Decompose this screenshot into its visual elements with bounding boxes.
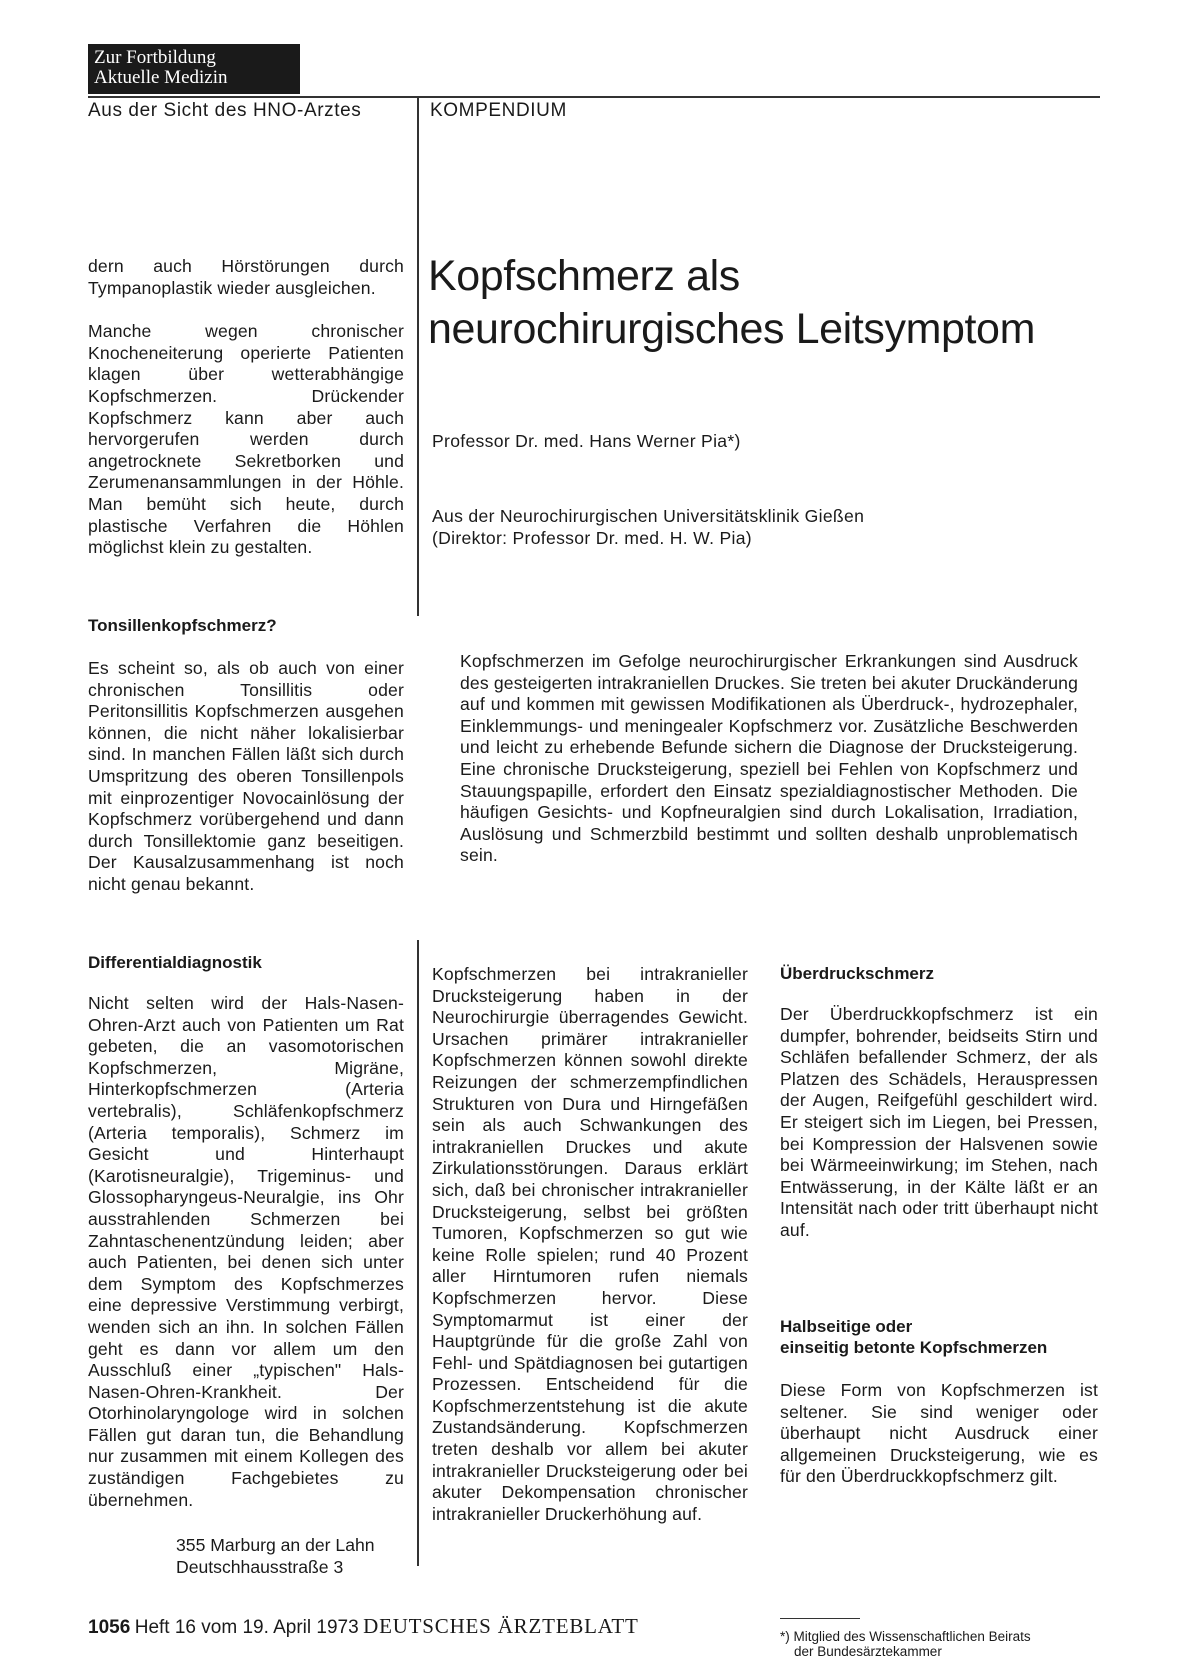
section-label-left: Aus der Sicht des HNO-Arztes: [88, 100, 362, 121]
paragraph-differentialdiagnostik: Nicht selten wird der Hals-Nasen-Ohren-Arzt auch von Patienten um Rat gebeten, die an vasomotorischen Kopfschmerzen, Migräne, Hinterkopfschmerzen (Arteria vertebralis), Schläfenkopfschmerz (Arteria temporalis), Schmerz im Gesicht und Hinterhaupt (Karotisneuralgie), Trigeminus- und Glossopharyngeus-Neuralgie, ins Ohr ausstrahlenden Schmerzen bei Zahntaschenentzündung leiden; aber auch Patienten, bei denen sich unter dem Symptom des Kopfschmerzes eine depressive Verstimmung verbirgt, wenden sich an ihn. In solchen Fällen geht es dann vor allem um den Ausschluß einer „typischen" Hals-Nasen-Ohren-Krankheit. Der Otorhinolaryngologe wird in solchen Fällen gut daran tun, die Behandlung nur zusammen mit einem Kollegen des zuständigen Fachgebietes zu übernehmen.: [88, 993, 404, 1510]
footnote-line: der Bundesärztekammer: [794, 1644, 942, 1659]
heading-ueberdruckschmerz: Überdruckschmerz: [780, 964, 935, 983]
paragraph: Manche wegen chronischer Knocheneiterung operierte Patienten klagen über wetterabhängige Kopfschmerzen. Drückender Kopfschmerz kann aber auch hervorgerufen werden durch angetrocknete Sekretborken und Zerumenansammlungen in der Höhle. Man bemüht sich heute, durch plastische Verfahren die Höhlen möglichst klein zu gestalten.: [88, 321, 404, 558]
heading-line: einseitig betonte Kopfschmerzen: [780, 1338, 1048, 1357]
heading-tonsillen: Tonsillenkopfschmerz?: [88, 616, 277, 635]
address-line: 355 Marburg an der Lahn: [176, 1535, 375, 1555]
institution-line: Aus der Neurochirurgischen Universitätsklinik Gießen: [432, 506, 865, 526]
article-title: [428, 250, 1108, 356]
column-rule-lower: [417, 940, 419, 1566]
abstract: Kopfschmerzen im Gefolge neurochirurgischer Erkrankungen sind Ausdruck des gesteigerten intrakraniellen Druckes. Sie treten bei akuter Druckänderung auf und kommen mit gewissen Modifikationen als Überdruck-, hydrozephaler, Einklemmungs- und meningealer Kopfschmerz vor. Zusätzliche Beschwerden und leicht zu erhebende Befunde sichern die Diagnose der Drucksteigerung. Eine chronische Drucksteigerung, speziell bei Fehlen von Kopfschmerz und Stauungspapille, erfordert den Einsatz spezialdiagnostischer Methoden. Die häufigen Gesichts- und Kopfneuralgien sind durch Lokalisation, Irradiation, Auslösung und Schmerzbild bestimmt und sollten deshalb unproblematisch sein.: [460, 651, 1078, 866]
paragraph-halbseitig: Diese Form von Kopfschmerzen ist seltener. Sie sind weniger oder überhaupt nicht Ausdruck einer allgemeinen Drucksteigerung, wie es für den Überdruckkopfschmerz gilt.: [780, 1380, 1098, 1487]
footnote-line: *) Mitglied des Wissenschaftlichen Beirats: [780, 1629, 1031, 1644]
page-footer: [88, 1614, 639, 1639]
title-line: neurochirurgisches Leitsymptom: [428, 305, 1035, 353]
journal-name: DEUTSCHES ÄRZTEBLATT: [363, 1614, 639, 1638]
issue-info: Heft 16 vom 19. April 1973: [134, 1617, 359, 1638]
column-rule: [417, 96, 419, 616]
section-tag-line2: Aktuelle Medizin: [94, 67, 228, 88]
title-line: Kopfschmerz als: [428, 252, 740, 300]
footnote: [780, 1629, 1098, 1659]
left-column-top: [88, 256, 404, 559]
heading-halbseitig: [780, 1316, 1047, 1358]
address-line: Deutschhausstraße 3: [176, 1557, 344, 1577]
heading-line: Halbseitige oder: [780, 1317, 913, 1336]
page-number: 1056: [88, 1617, 131, 1638]
institution-line: (Direktor: Professor Dr. med. H. W. Pia): [432, 528, 752, 548]
author-line: Professor Dr. med. Hans Werner Pia*): [432, 431, 741, 451]
header-rule: [88, 96, 1100, 98]
paragraph-middle: Kopfschmerzen bei intrakranieller Drucksteigerung haben in der Neurochirurgie überragendes Gewicht. Ursachen primärer intrakranieller Kopfschmerzen können sowohl direkte Reizungen der schmerzempfindlichen Strukturen von Dura und Hirngefäßen sein als auch Schwankungen des intrakraniellen Druckes und akute Zirkulationsstörungen. Daraus erklärt sich, daß bei chronischer intrakranieller Drucksteigerung, selbst bei größten Tumoren, Kopfschmerzen so gut wie keine Rolle spielen; rund 40 Prozent aller Hirntumoren rufen niemals Kopfschmerzen hervor. Diese Symptomarmut ist einer der Hauptgründe für die große Zahl von Fehl- und Spätdiagnosen bei gutartigen Prozessen. Entscheidend für die Kopfschmerzentstehung ist die akute Zustandsänderung. Kopfschmerzen treten deshalb vor allem bei akuter intrakranieller Drucksteigerung oder bei akuter Dekompensation chronischer intrakranieller Druckerhöhung auf.: [432, 964, 748, 1524]
institution: [432, 505, 864, 549]
author-address: [176, 1534, 375, 1578]
section-tag-line1: Zur Fortbildung: [94, 47, 216, 68]
section-tag: [88, 44, 300, 94]
paragraph-tonsillen: Es scheint so, als ob auch von einer chronischen Tonsillitis oder Peritonsillitis Kopfschmerzen ausgehen können, die nicht näher lokalisierbar sind. In manchen Fällen läßt sich durch Umspritzung des oberen Tonsillenpols mit einprozentiger Novocainlösung der Kopfschmerz vorübergehend und dann durch Tonsillektomie ganz beseitigen. Der Kausalzusammenhang ist noch nicht genau bekannt.: [88, 658, 404, 894]
section-label-right: KOMPENDIUM: [430, 100, 567, 121]
paragraph-ueberdruckschmerz: Der Überdruckkopfschmerz ist ein dumpfer, bohrender, beidseits Stirn und Schläfen befallender Schmerz, der als Platzen des Schädels, Herauspressen der Augen, Reifgefühl geschildert wird. Er steigert sich im Liegen, bei Pressen, bei Kompression der Halsvenen sowie bei Wärmeeinwirkung; im Stehen, nach Entwässerung, in der Kälte läßt er an Intensität nach oder tritt überhaupt nicht auf.: [780, 1004, 1098, 1240]
paragraph: dern auch Hörstörungen durch Tympanoplastik wieder ausgleichen.: [88, 256, 404, 298]
footnote-rule: [780, 1618, 860, 1619]
heading-differentialdiagnostik: Differentialdiagnostik: [88, 953, 262, 972]
